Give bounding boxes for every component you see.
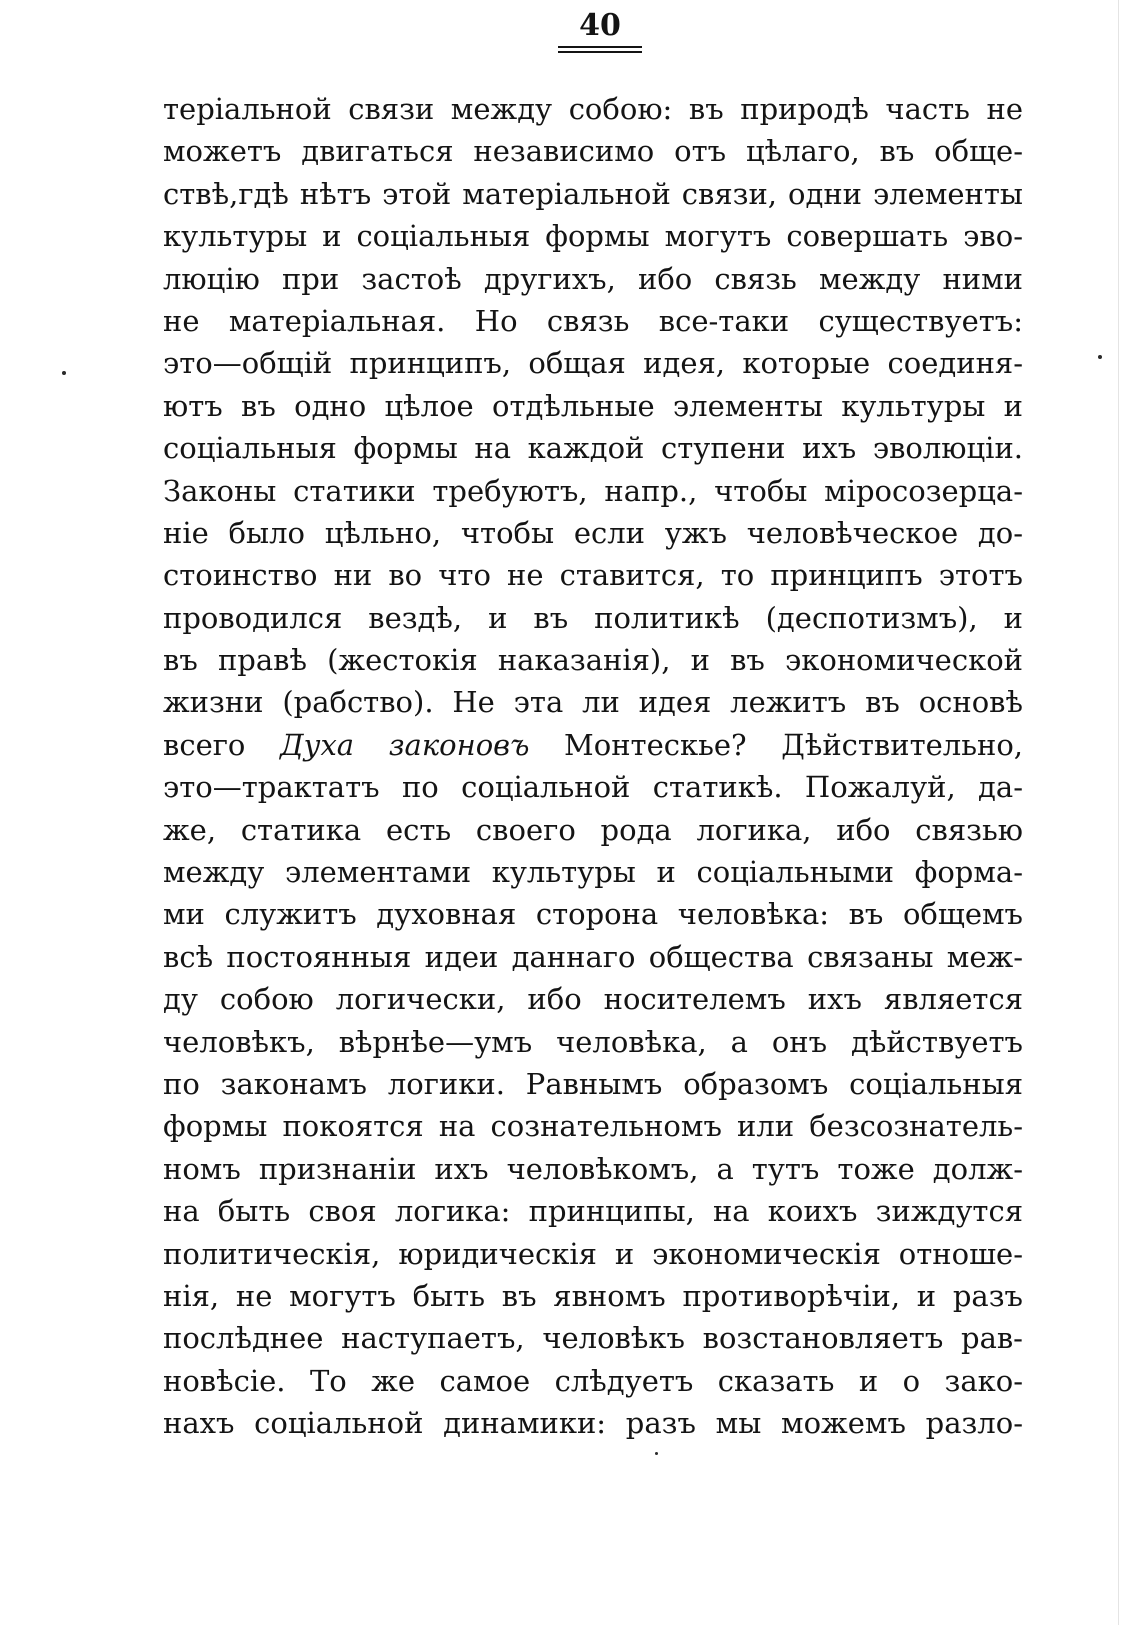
- body-text: [163, 88, 1023, 1445]
- text-line: между элементами культуры и соціальными форма-: [163, 855, 1023, 890]
- text-line: Законы статики требуютъ, напр., чтобы міросозерца-: [163, 473, 1023, 508]
- scan-speck: [1098, 355, 1102, 359]
- text-line: послѣднее наступаетъ, человѣкъ возстановляетъ рав-: [163, 1321, 1023, 1356]
- page-number-underline: [558, 51, 642, 53]
- text-line: ду собою логически, ибо носителемъ ихъ является: [163, 982, 1023, 1017]
- text-line: на быть своя логика: принципы, на коихъ зиждутся: [163, 1194, 1023, 1229]
- scan-speck: [655, 1452, 658, 1455]
- text-line: ютъ въ одно цѣлое отдѣльные элементы культуры и: [163, 388, 1023, 423]
- text-line: ми служитъ духовная сторона человѣка: въ общемъ: [163, 897, 1023, 932]
- text-line: человѣкъ, вѣрнѣе—умъ человѣка, а онъ дѣйствуетъ: [163, 1024, 1023, 1059]
- text-line: можетъ двигаться независимо отъ цѣлаго, въ обще-: [163, 134, 1023, 169]
- text-line: ніе было цѣльно, чтобы если ужъ человѣческое до-: [163, 515, 1023, 550]
- text-line: ствѣ,гдѣ нѣтъ этой матеріальной связи, одни элементы: [163, 176, 1023, 211]
- text-line: по законамъ логики. Равнымъ образомъ соціальныя: [163, 1066, 1023, 1101]
- text-line: не матеріальная. Но связь все-таки существуетъ:: [163, 303, 1023, 338]
- text-line: люцію при застоѣ другихъ, ибо связь между ними: [163, 261, 1023, 296]
- text-line: нія, не могутъ быть въ явномъ противорѣчіи, и разъ: [163, 1278, 1023, 1313]
- text-line: это—трактатъ по соціальной статикѣ. Пожалуй, да-: [163, 770, 1023, 805]
- text-line: теріальной связи между собою: въ природѣ часть не: [163, 92, 1023, 126]
- book-title-italic: Духа законовъ: [280, 727, 530, 762]
- page-number-underline: [558, 46, 642, 48]
- text-line: жизни (рабство). Не эта ли идея лежитъ въ основѣ: [163, 685, 1023, 720]
- text-fragment: Монтескье? Дѣйствительно,: [529, 727, 1023, 762]
- text-line-with-title: [163, 724, 1023, 766]
- text-line: соціальныя формы на каждой ступени ихъ эволюціи.: [163, 431, 1023, 466]
- text-line: культуры и соціальныя формы могутъ совершать эво-: [163, 219, 1023, 254]
- page-number: 40: [579, 8, 621, 43]
- text-line: политическія, юридическія и экономическія отноше-: [163, 1236, 1023, 1271]
- text-line: формы покоятся на сознательномъ или безсознатель-: [163, 1109, 1023, 1144]
- text-line: проводился вездѣ, и въ политикѣ (деспотизмъ), и: [163, 600, 1023, 635]
- text-line: въ правѣ (жестокія наказанія), и въ экономической: [163, 643, 1023, 678]
- text-line: стоинство ни во что не ставится, то принципъ этотъ: [163, 558, 1023, 593]
- text-fragment: всего: [163, 727, 281, 762]
- text-line: номъ признаніи ихъ человѣкомъ, а тутъ тоже долж-: [163, 1151, 1023, 1186]
- text-line: же, статика есть своего рода логика, ибо связью: [163, 812, 1023, 847]
- text-line: нахъ соціальной динамики: разъ мы можемъ разло-: [163, 1406, 1023, 1441]
- scan-speck: [62, 371, 66, 375]
- scan-margin-line: [1118, 0, 1119, 1625]
- text-line: новѣсіе. То же самое слѣдуетъ сказать и о зако-: [163, 1363, 1023, 1398]
- text-line: всѣ постоянныя идеи даннаго общества связаны меж-: [163, 939, 1023, 974]
- text-line: это—общій принципъ, общая идея, которые соединя-: [163, 346, 1023, 381]
